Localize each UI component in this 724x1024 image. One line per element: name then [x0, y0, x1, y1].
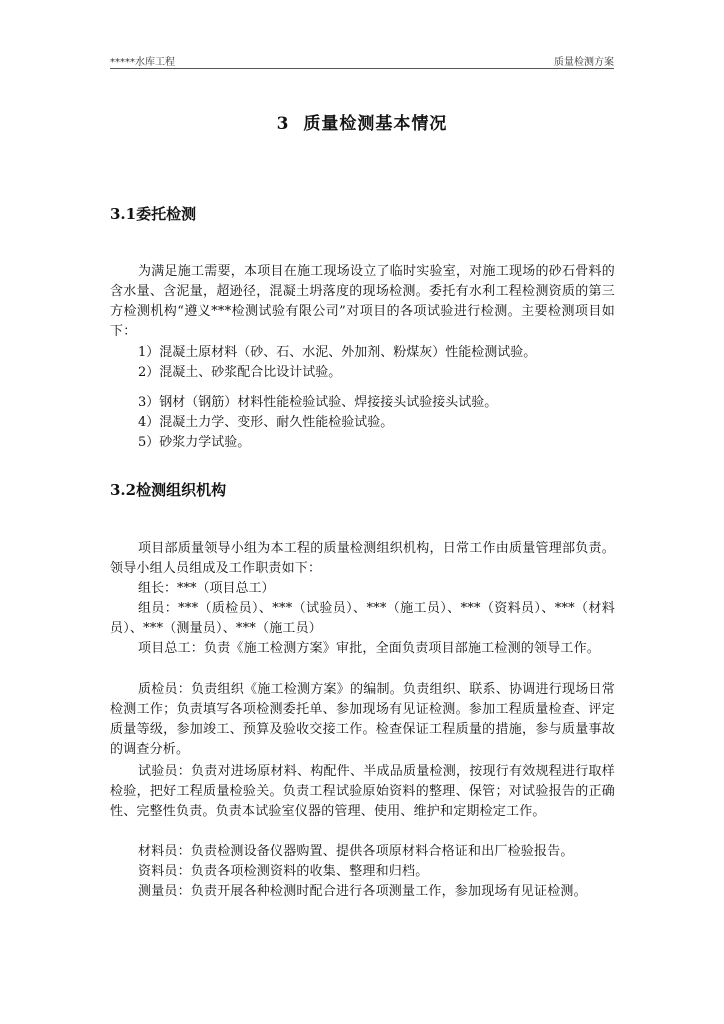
chapter-heading: [0, 109, 724, 134]
chapter-title: 质量检测基本情况: [303, 114, 448, 134]
page-header: [110, 50, 614, 69]
duty-document-clerk: 资料员：负责各项检测资料的收集、整理和归档。: [138, 864, 429, 879]
header-document-title: 质量检测方案: [554, 57, 614, 68]
duty-material-clerk: 材料员：负责检测设备仪器购置、提供各项原材料合格证和出厂检验报告。: [138, 844, 574, 859]
duty-tester: 试验员：负责对进场原材料、构配件、半成品质量检测，按现行有效规程进行取样检验，把好工程质量检验关。负责工程试验原始资料的整理、保管；对试验报告的正确性、完整性负责。负责本试验室仪器的管理、使用、维护和定期检定工作。: [110, 764, 615, 819]
duty-chief-engineer: 项目总工：负责《施工检测方案》审批，全面负责项目部施工检测的领导工作。: [138, 641, 601, 656]
section-heading-3-1: 3.1委托检测: [110, 205, 197, 223]
duty-quality-inspector: 质检员：负责组织《施工检测方案》的编制。负责组织、联系、协调进行现场日常检测工作；负责填写各项检测委托单、参加现场有见证检测。参加工程质量检查、评定质量等级，参加竣工、预算及验收交接工作。检查保证工程质量的措施，参与质量事故的调查分析。: [110, 682, 615, 757]
test-item-2: 2）混凝土、砂浆配合比设计试验。: [138, 365, 342, 380]
section2-intro-paragraph: 项目部质量领导小组为本工程的质量检测组织机构，日常工作由质量管理部负责。领导小组人员组成及工作职责如下：: [110, 541, 615, 576]
duty-surveyor: 测量员：负责开展各种检测时配合进行各项测量工作，参加现场有见证检测。: [138, 884, 587, 899]
header-project-name: *****水库工程: [110, 57, 175, 68]
section1-intro-paragraph: 为满足施工需要，本项目在施工现场设立了临时实验室，对施工现场的砂石骨料的含水量、含泥量，超逊径，混凝土坍落度的现场检测。委托有水利工程检测资质的第三方检测机构“遵义***检测试验有限公司”对项目的各项试验进行检测。主要检测项目如下：: [110, 264, 615, 339]
group-leader-line: 组长：***（项目总工）: [138, 581, 275, 596]
test-item-5: 5）砂浆力学试验。: [138, 435, 251, 450]
test-item-4: 4）混凝土力学、变形、耐久性能检验试验。: [138, 415, 394, 430]
test-item-1: 1）混凝土原材料（砂、石、水泥、外加剂、粉煤灰）性能检测试验。: [138, 345, 537, 360]
group-members-paragraph: 组员：***（质检员）、***（试验员）、***（施工员）、***（资料员）、***（材料员）、***（测量员）、***（施工员）: [110, 601, 615, 636]
chapter-number: 3: [276, 114, 290, 134]
test-item-3: 3）钢材（钢筋）材料性能检验试验、焊接接头试验接头试验。: [138, 395, 498, 410]
section-heading-3-2: 3.2检测组织机构: [110, 481, 227, 499]
